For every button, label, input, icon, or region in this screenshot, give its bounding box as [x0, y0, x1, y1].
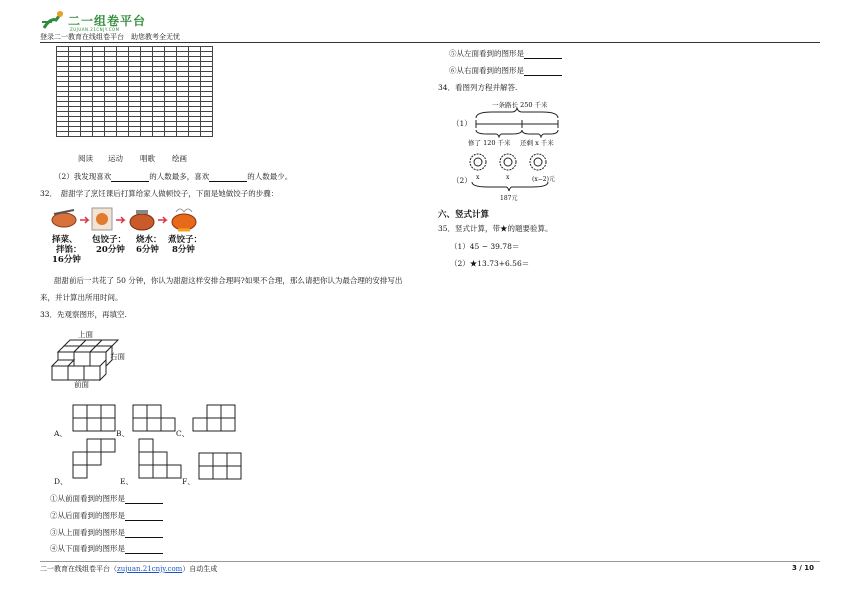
- step-4-caption: 煮饺子： 8分钟: [168, 235, 203, 255]
- option-b-figure[interactable]: [132, 404, 176, 434]
- q34-2-flowers: [468, 152, 548, 174]
- page-number: 3 / 10: [792, 564, 815, 572]
- q34-1-done: 修了 120 千米: [468, 139, 511, 147]
- option-d-figure[interactable]: [72, 438, 116, 482]
- grid-cell: [141, 132, 153, 137]
- wrapping-dumplings-icon: [92, 208, 112, 230]
- q34-2-mark-3: (x−2)元: [532, 176, 555, 183]
- q32-body-line2: 来，并计算出所用时间。: [40, 293, 123, 302]
- q34-2-total: 187元: [500, 195, 518, 202]
- q34-1-left: 还剩 x 千米: [520, 139, 554, 147]
- step-2-caption: 包饺子： 20分钟: [92, 235, 127, 255]
- grid-cell: [177, 132, 189, 137]
- q31-blank-most[interactable]: [111, 173, 149, 182]
- q34-1-label: （1）: [452, 119, 472, 128]
- option-f-label: F、: [182, 477, 195, 486]
- view-label-top: 上面: [78, 330, 93, 339]
- footer-source: [40, 564, 217, 574]
- arrow-icon: [80, 217, 88, 223]
- arrow-icon: [116, 217, 124, 223]
- grid-cell: [129, 132, 141, 137]
- fill-front-view: ①从前面看到的图形是: [50, 493, 163, 504]
- step-1-caption: 择菜、 拌馅： 16分钟: [52, 235, 82, 265]
- fill-left-blank[interactable]: [524, 50, 562, 59]
- footer-divider: [40, 561, 820, 562]
- grid-cell: [153, 132, 165, 137]
- q35-title: 35．竖式计算，带★的题要验算。: [438, 224, 553, 233]
- fill-right-blank[interactable]: [524, 67, 562, 76]
- fill-bottom-view: ④从下面看到的图形是: [50, 543, 163, 554]
- q34-2-mark-2: x: [506, 174, 510, 181]
- fill-right-view: ⑥从右面看到的图形是: [449, 65, 562, 76]
- q33-title: 33．先观察图形，再填空.: [40, 310, 127, 319]
- option-a-figure[interactable]: [72, 404, 116, 434]
- grid-cell: [57, 132, 69, 137]
- footer-link[interactable]: zujuan.21cnjy.com: [117, 565, 183, 573]
- fill-top-blank[interactable]: [125, 529, 163, 538]
- logo-title: 二一组卷平台: [68, 14, 147, 28]
- logo-subtitle: ZUJUAN.21CNJY.COM: [70, 27, 120, 32]
- step-3-caption: 烧水： 6分钟: [136, 235, 162, 255]
- q34-2-label: （2）: [452, 176, 472, 185]
- cooking-steps-illustration: [50, 204, 210, 234]
- fill-front-blank[interactable]: [125, 495, 163, 504]
- grid-label-singing: 唱歌: [140, 154, 155, 163]
- option-e-label: E、: [120, 477, 133, 486]
- q35-2: （2）★13.73+6.56＝: [450, 259, 530, 268]
- grid-cell: [93, 132, 105, 137]
- option-e-figure[interactable]: [138, 438, 182, 482]
- option-c-figure[interactable]: [192, 404, 236, 434]
- header-tagline: 登录二一教育在线组卷平台 助您教考全无忧: [40, 33, 180, 41]
- cooking-dumplings-icon: [172, 209, 196, 230]
- q31-text-c: 的人数最少。: [247, 172, 293, 181]
- q34-1-total: 一条路长 250 千米: [492, 101, 548, 109]
- q31-text-b: 的人数最多，喜欢: [149, 172, 210, 181]
- header-divider: [40, 42, 820, 43]
- grid-cell: [81, 132, 93, 137]
- tally-grid: [56, 46, 213, 137]
- q35-1: （1）45 − 39.78＝: [450, 242, 520, 251]
- option-a-label: A、: [54, 429, 67, 438]
- q34-1-segment-diagram: [472, 108, 562, 138]
- q34-2-brace: [470, 182, 550, 192]
- grid-cell: [117, 132, 129, 137]
- view-label-right: 右面: [110, 352, 125, 361]
- site-logo: [40, 8, 66, 34]
- q34-2-mark-1: x: [476, 174, 480, 181]
- sunflower-icon: [470, 154, 546, 170]
- q31-text-a: （2）我发现喜欢: [54, 172, 112, 181]
- q32-body-line1: 甜甜前后一共花了 50 分钟，你认为甜甜这样安排合理吗?如果不合理，那么请把你认为最合理的安排写出: [54, 276, 403, 285]
- option-f-figure[interactable]: [198, 452, 242, 482]
- arrow-icon: [158, 217, 166, 223]
- q31-part2: [54, 171, 292, 182]
- q31-blank-least[interactable]: [209, 173, 247, 182]
- boiling-pot-icon: [130, 210, 154, 230]
- grid-label-sports: 运动: [108, 154, 123, 163]
- footer-prefix: 二一教育在线组卷平台（: [40, 565, 117, 573]
- grid-cell: [165, 132, 177, 137]
- option-b-label: B、: [116, 429, 130, 438]
- chopping-vegetables-icon: [52, 210, 76, 227]
- option-c-label: C、: [176, 429, 190, 438]
- footer-suffix: ）自动生成: [182, 565, 218, 573]
- grid-cell: [201, 132, 213, 137]
- q34-title: 34．看图列方程并解答.: [438, 83, 518, 92]
- runner-logo-icon: [40, 8, 66, 32]
- grid-cell: [69, 132, 81, 137]
- grid-cell: [189, 132, 201, 137]
- fill-bottom-blank[interactable]: [125, 545, 163, 554]
- grid-label-reading: 阅读: [78, 154, 93, 163]
- fill-back-blank[interactable]: [125, 512, 163, 521]
- grid-label-drawing: 绘画: [172, 154, 187, 163]
- option-d-label: D、: [54, 477, 68, 486]
- grid-cell: [105, 132, 117, 137]
- q32-title: 32． 甜甜学了烹饪课后打算给家人做顿饺子，下面是她做饺子的步骤：: [40, 189, 279, 198]
- section-6-heading: 六、竖式计算: [438, 210, 490, 220]
- fill-top-view: ③从上面看到的图形是: [50, 527, 163, 538]
- fill-back-view: ②从后面看到的图形是: [50, 510, 163, 521]
- view-label-front: 前面: [74, 380, 89, 389]
- fill-left-view: ⑤从左面看到的图形是: [449, 48, 562, 59]
